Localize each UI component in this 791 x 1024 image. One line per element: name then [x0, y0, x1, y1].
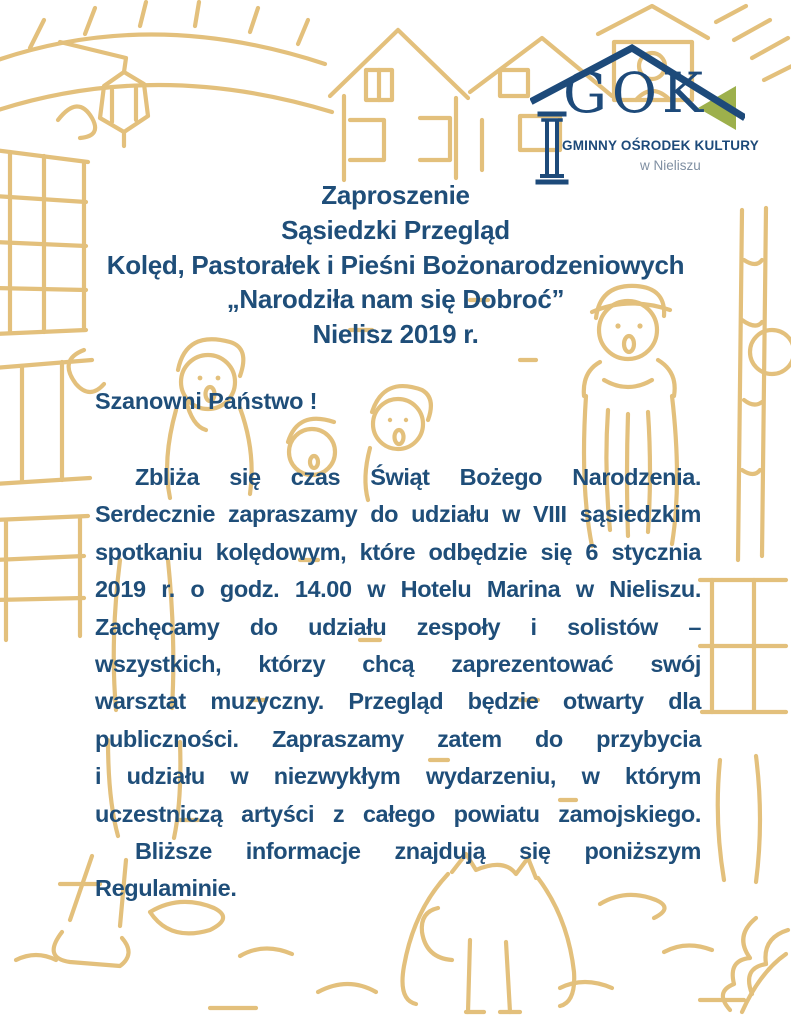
body-text-line: 2019 r. o godz. 14.00 w Hotelu Marina w Nieliszu. [95, 576, 701, 603]
body-text-line: i udziału w niezwykłym wydarzeniu, w którym [95, 763, 701, 790]
gok-logo-org-name: GMINNY OŚRODEK KULTURY [562, 138, 759, 153]
body-text-line: publiczności. Zapraszamy zatem do przybycia [95, 725, 701, 752]
body-text-line: spotkaniu kolędowym, które odbędzie się 6 stycznia [95, 538, 701, 565]
gok-logo-acronym: GOK [563, 61, 709, 125]
title-line: Sąsiedzki Przegląd [281, 214, 510, 245]
invitation-title-block [0, 178, 791, 352]
body-text-line: wszystkich, którzy chcą zaprezentować swój [95, 651, 701, 678]
gok-logo-location: w Nieliszu [640, 158, 701, 173]
body-text-line: Regulaminie. [95, 875, 237, 902]
body-text-line: warsztat muzyczny. Przegląd będzie otwarty dla [95, 688, 701, 715]
body-text-line: Zbliża się czas Świąt Bożego Narodzenia. [135, 464, 701, 490]
salutation-line: Szanowni Państwo ! [95, 388, 318, 414]
body-text-line: Serdecznie zapraszamy do udziału w VIII sąsiedzkim [95, 501, 701, 528]
title-line: Kolęd, Pastorałek i Pieśni Bożonarodzeniowych [106, 249, 685, 280]
body-text-line: uczestniczą artyści z całego powiatu zamojskiego. [95, 800, 701, 827]
body-text-line: Bliższe informacje znajdują się poniższym [135, 838, 701, 865]
title-line-motto: „Narodziła nam się Dobroć” [226, 284, 565, 315]
invitation-body-paragraph [95, 459, 701, 908]
title-line: Zaproszenie [321, 180, 470, 210]
gok-logo [530, 34, 759, 186]
title-line-place-year: Nielisz 2019 r. [312, 319, 479, 350]
body-text-line: Zachęcamy do udziału zespoły i solistów – [95, 613, 701, 640]
